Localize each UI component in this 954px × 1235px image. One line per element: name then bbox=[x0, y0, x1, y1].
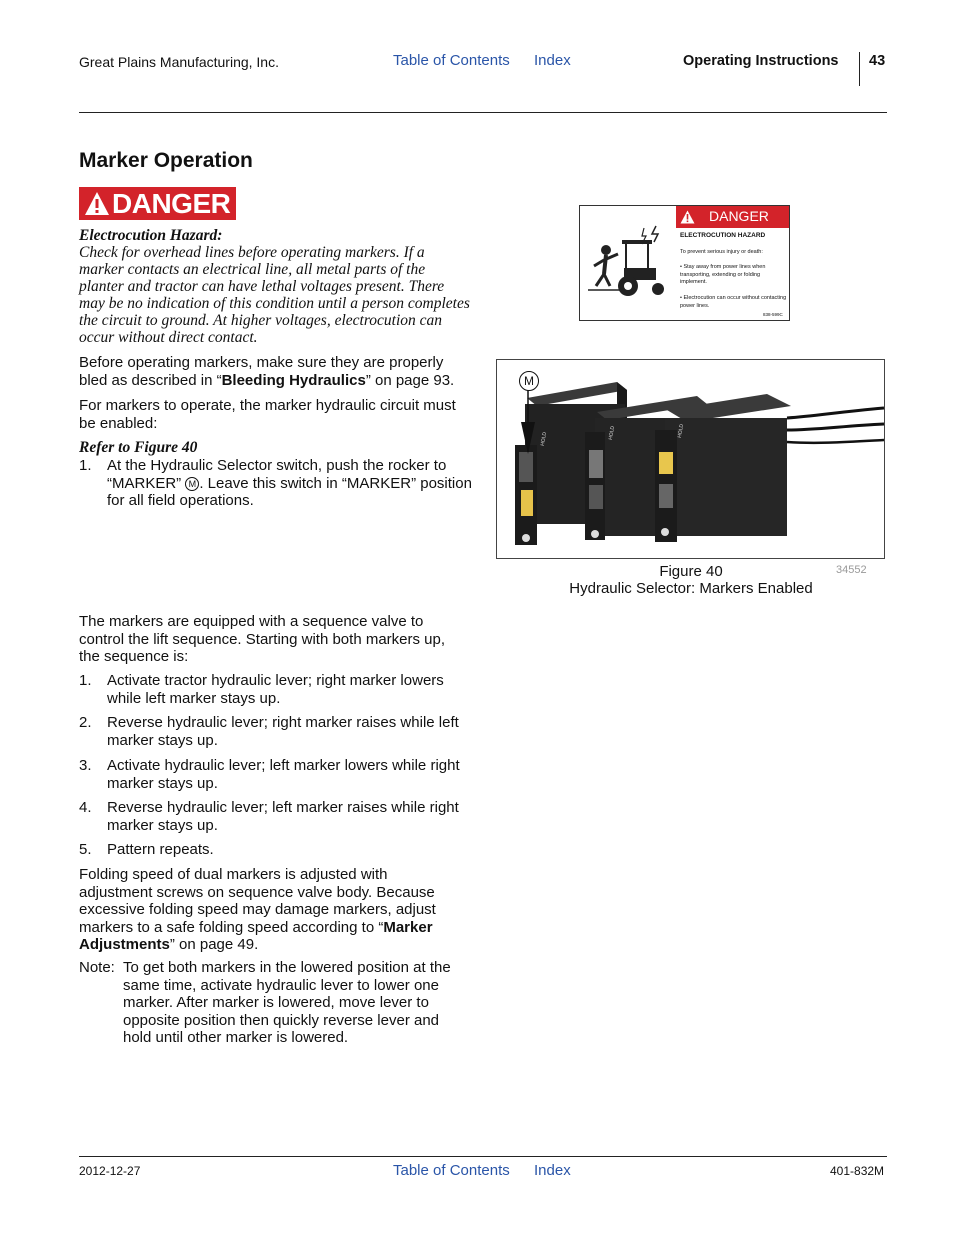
footer-doc-number: 401-832M bbox=[830, 1164, 885, 1178]
decal-intro: To prevent serious injury or death: bbox=[680, 249, 763, 255]
switch-label-1: HOLD bbox=[539, 431, 549, 447]
paragraph-enable: For markers to operate, the marker hydraulic circuit must be enabled: bbox=[79, 397, 456, 432]
header-toc-link[interactable]: Table of Contents bbox=[393, 52, 510, 69]
section-title: Operating Instructions bbox=[683, 53, 839, 69]
company-name: Great Plains Manufacturing, Inc. bbox=[79, 54, 279, 70]
sequence-item-1: 1. Activate tractor hydraulic lever; right marker lowers while left marker stays up. bbox=[79, 672, 444, 707]
paragraph-folding-speed: Folding speed of dual markers is adjusted with adjustment screws on sequence valve body. Because excessive folding speed may damage markers, adjust markers to a safe folding speed according to “Marker Adjustments” on page 49. bbox=[79, 866, 436, 953]
sequence-item-2: 2. Reverse hydraulic lever; right marker raises while left marker stays up. bbox=[79, 714, 459, 749]
danger-decal bbox=[579, 205, 790, 321]
callout-m-icon: M bbox=[185, 477, 199, 491]
header-divider bbox=[859, 52, 860, 86]
switch-label-2: HOLD bbox=[607, 425, 617, 441]
figure-image-id: 34552 bbox=[836, 564, 867, 576]
sequence-item-5: 5. Pattern repeats. bbox=[79, 841, 214, 858]
footer-toc-link[interactable]: Table of Contents bbox=[393, 1162, 510, 1179]
footer-index-link[interactable]: Index bbox=[534, 1162, 571, 1179]
marker-adjustments-ref: Marker Adjustments bbox=[79, 918, 433, 953]
paragraph-sequence-valve: The markers are equipped with a sequence valve to control the lift sequence. Starting with both markers up, the sequence is: bbox=[79, 613, 446, 665]
electrocution-pictogram-icon bbox=[584, 224, 672, 304]
warning-triangle-icon bbox=[84, 191, 110, 216]
figure-callout-m: M bbox=[519, 371, 539, 391]
decal-bullet-1: • Stay away from power lines when transporting, extending or folding implement. bbox=[680, 264, 766, 285]
note bbox=[79, 959, 474, 1047]
decal-bullet-2: • Electrocution can occur without contacting power lines. bbox=[680, 295, 787, 309]
bleeding-hydraulics-ref: Bleeding Hydraulics bbox=[221, 371, 366, 389]
footer-rule bbox=[79, 1156, 887, 1157]
step-1: 1. At the Hydraulic Selector switch, push the rocker to “MARKER” M . Leave this switch in “MARKER” position for all field operations. bbox=[79, 457, 472, 509]
hazard-title: Electrocution Hazard: bbox=[79, 227, 223, 244]
note-label: Note: bbox=[79, 959, 115, 976]
header-rule bbox=[79, 112, 887, 113]
header-index-link[interactable]: Index bbox=[534, 52, 571, 69]
hydraulic-selector-illustration bbox=[497, 360, 884, 558]
footer-date: 2012-12-27 bbox=[79, 1164, 141, 1178]
decal-title: ELECTROCUTION HAZARD bbox=[680, 232, 766, 239]
decal-warning-icon bbox=[680, 210, 695, 224]
page-number: 43 bbox=[869, 53, 886, 69]
sequence-item-3: 3. Activate hydraulic lever; left marker lowers while right marker stays up. bbox=[79, 757, 460, 792]
danger-label: DANGER bbox=[112, 188, 231, 219]
figure-number: Figure 40 bbox=[659, 563, 723, 580]
page-title: Marker Operation bbox=[79, 149, 253, 172]
figure-caption: Hydraulic Selector: Markers Enabled bbox=[569, 580, 813, 597]
note-text: To get both markers in the lowered position at the same time, activate hydraulic lever to lower one marker. After marker is lowered, move lever to opposite position then quickly reverse lever and hold until other marker is lowered. bbox=[123, 959, 451, 1046]
switch-label-3: HOLD bbox=[676, 423, 686, 439]
refer-figure: Refer to Figure 40 bbox=[79, 439, 198, 456]
sequence-item-4: 4. Reverse hydraulic lever; left marker raises while right marker stays up. bbox=[79, 799, 459, 834]
decal-part-number: 838-599C bbox=[763, 312, 783, 317]
danger-sign bbox=[79, 187, 236, 220]
decal-banner-label: DANGER bbox=[709, 208, 769, 224]
figure-40-image bbox=[496, 359, 885, 559]
paragraph-bleeding: Before operating markers, make sure they are properly bled as described in “Bleeding Hydraulics” on page 93. bbox=[79, 354, 455, 389]
hazard-text: Check for overhead lines before operating markers. If a marker contacts an electrical line, all metal parts of the planter and tractor can have lethal voltages present. There may be no indication of this condition until a person completes the circuit to ground. At higher voltages, electrocution can occur without direct contact. bbox=[79, 244, 470, 346]
decal-banner bbox=[676, 206, 789, 228]
